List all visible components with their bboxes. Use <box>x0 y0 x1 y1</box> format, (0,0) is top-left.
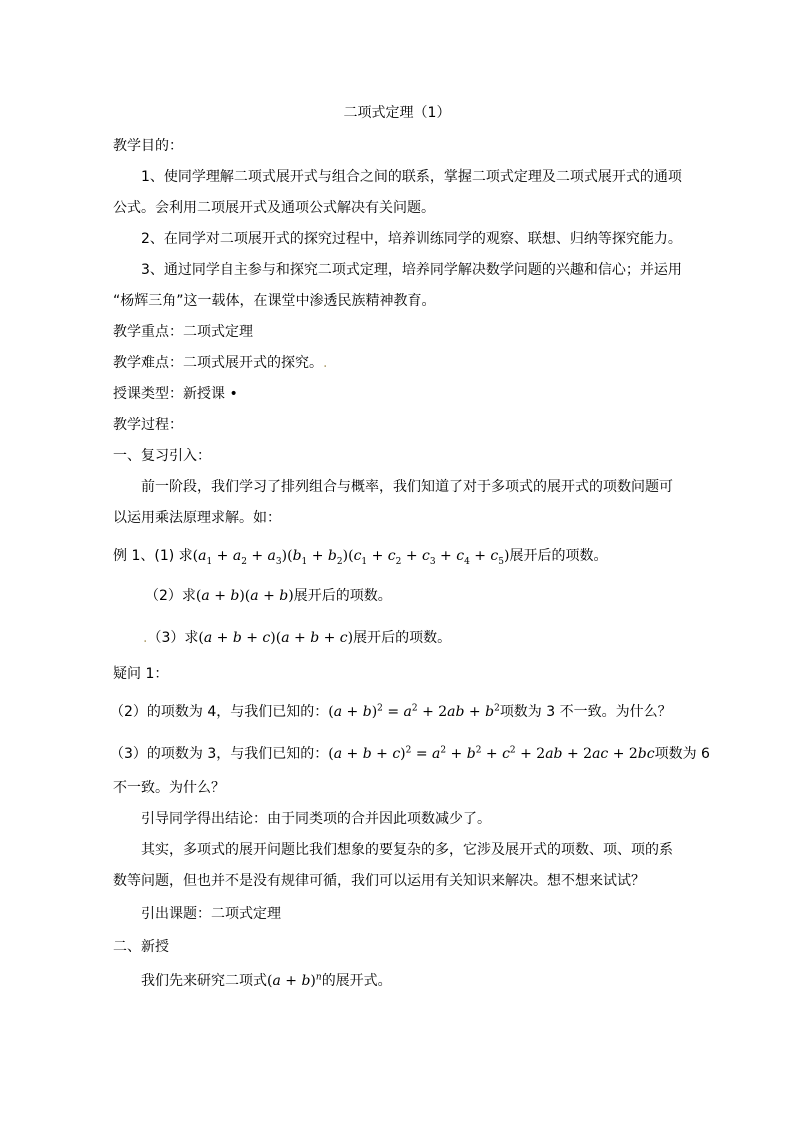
review-intro-line-1: 前一阶段，我们学习了排列组合与概率，我们知道了对于多项式的展开式的项数问题可 <box>141 479 673 495</box>
key-point: 教学重点：二项式定理 <box>113 324 253 340</box>
lesson-type-text: 授课类型：新授课 <box>113 386 225 402</box>
new-lesson-heading: 二、新授 <box>113 939 169 955</box>
example-3-mark: . <box>143 630 148 646</box>
objective-3-line-1: 3、通过同学自主参与和探究二项式定理，培养同学解决数学问题的兴趣和信心；并运用 <box>141 262 682 278</box>
fact-line-1: 其实，多项式的展开问题比我们想象的要复杂的多，它涉及展开式的项数、项、项的系 <box>141 842 673 858</box>
example-2-suffix: 展开后的项数。 <box>293 588 392 604</box>
objective-1-line-2: 公式。会利用二项展开式及通项公式解决有关问题。 <box>113 200 435 216</box>
example-3-line <box>143 629 451 647</box>
example-3-prefix: （3）求 <box>147 630 199 646</box>
question-label: 疑问 1： <box>113 666 169 682</box>
difficulty-text: 教学难点：二项式展开式的探究。 <box>113 355 323 371</box>
difficulty-mark: . <box>323 355 328 371</box>
question-2-suffix: 项数为 3 不一致。为什么？ <box>499 704 672 720</box>
new-lesson-prefix: 我们先来研究二项式 <box>141 973 267 989</box>
page-title: 二项式定理（1） <box>343 105 451 121</box>
new-lesson-study-line <box>141 972 392 990</box>
review-intro-line-2: 以运用乘法原理求解。如： <box>113 510 281 526</box>
example-1-line <box>113 547 607 565</box>
question-3-prefix: （3）的项数为 3，与我们已知的： <box>110 746 329 762</box>
question-2-formula: $(a + b)^2 = a^2 + 2ab + b^2$ <box>328 703 500 720</box>
review-heading: 一、复习引入： <box>113 448 211 464</box>
example-2-line <box>145 587 392 605</box>
binomial-formula: $(a + b)^n$ <box>267 972 322 989</box>
fact-line-2: 数等问题，但也并不是没有规律可循，我们可以运用有关知识来解决。想不想来试试？ <box>113 873 645 889</box>
new-lesson-suffix: 的展开式。 <box>321 973 392 989</box>
question-3-suffix: 项数为 6 <box>654 746 710 762</box>
question-2-prefix: （2）的项数为 4，与我们已知的： <box>110 704 329 720</box>
difficulty-line <box>113 354 327 372</box>
guide-text: 引导同学得出结论：由于同类项的合并因此项数减少了。 <box>141 811 491 827</box>
question-3-formula: $(a + b + c)^2 = a^2 + b^2 + c^2 + 2ab + 2ac + 2bc$ <box>328 745 655 762</box>
objectives-heading: 教学目的： <box>113 138 183 154</box>
question-3-line <box>110 745 710 763</box>
lesson-type-mark: • <box>229 386 238 402</box>
lesson-type-line <box>113 385 238 403</box>
objective-2: 2、在同学对二项展开式的探究过程中，培养训练同学的观察、联想、归纳等探究能力。 <box>141 231 682 247</box>
topic-line: 引出课题：二项式定理 <box>141 906 281 922</box>
example-1-formula: $(a_1 + a_2 + a_3)(b_1 + b_2)(c_1 + c_2 + c_3 + c_4 + c_5)$ <box>192 548 510 567</box>
objective-1-line-1: 1、使同学理解二项式展开式与组合之间的联系，掌握二项式定理及二项式展开式的通项 <box>141 169 682 185</box>
example-2-formula: (a + b)(a + b) <box>195 588 294 604</box>
objective-3-line-2: “杨辉三角”这一载体，在课堂中渗透民族精神教育。 <box>113 293 436 309</box>
process-heading: 教学过程： <box>113 417 183 433</box>
example-3-formula: (a + b + c)(a + b + c) <box>198 630 354 646</box>
example-1-prefix: 例 1、(1) 求 <box>113 548 193 564</box>
example-1-suffix: 展开后的项数。 <box>509 548 608 564</box>
question-3-continuation: 不一致。为什么？ <box>113 780 225 796</box>
question-2-line <box>110 703 672 721</box>
example-3-suffix: 展开后的项数。 <box>353 630 452 646</box>
example-2-prefix: （2）求 <box>145 588 196 604</box>
